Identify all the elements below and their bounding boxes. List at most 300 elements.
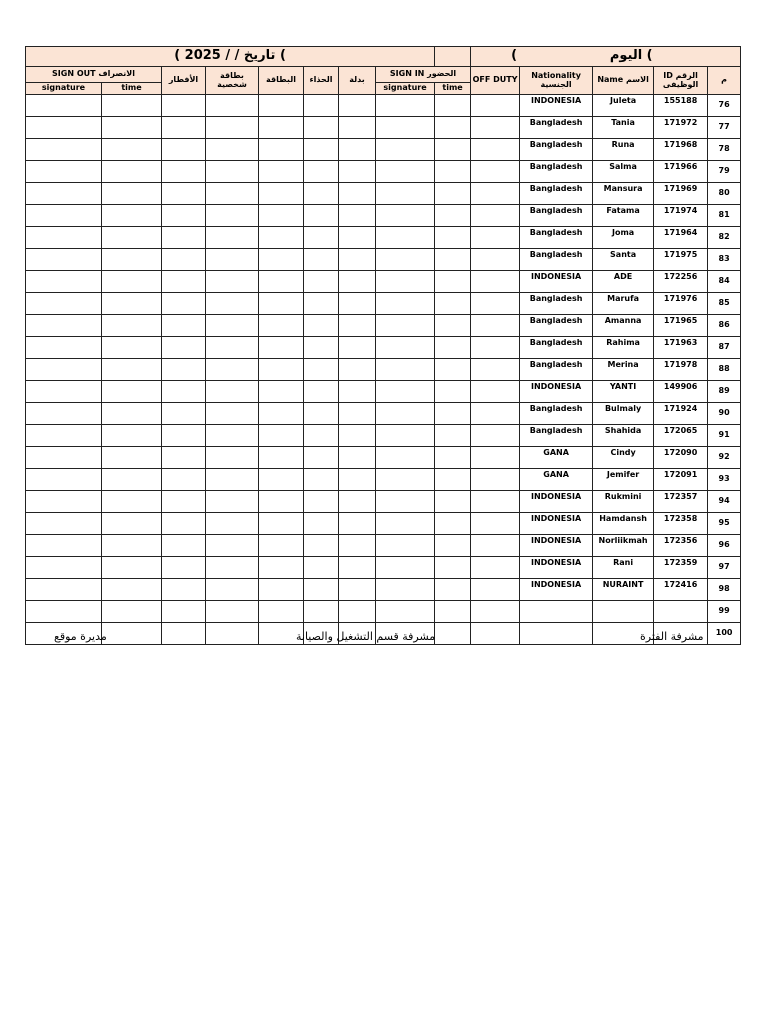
off-duty-cell[interactable]: [471, 205, 520, 227]
off-duty-cell[interactable]: [471, 557, 520, 579]
signin-time-cell[interactable]: [435, 601, 471, 623]
table-row: [26, 513, 741, 535]
signin-signature-cell[interactable]: [376, 249, 435, 271]
signin-signature-cell[interactable]: [376, 95, 435, 117]
signin-signature-cell[interactable]: [376, 183, 435, 205]
serial-cell: 76: [708, 95, 741, 117]
signin-signature-cell[interactable]: [376, 425, 435, 447]
card-cell[interactable]: [259, 95, 304, 117]
breakfast-cell[interactable]: [162, 337, 206, 359]
signout-signature-cell[interactable]: [26, 513, 102, 535]
signout-signature-cell[interactable]: [26, 579, 102, 601]
breakfast-cell[interactable]: [162, 117, 206, 139]
id-card-cell[interactable]: [206, 601, 259, 623]
signout-time-cell[interactable]: [102, 227, 162, 249]
signout-time-cell[interactable]: [102, 623, 162, 645]
nationality-cell: INDONESIA: [520, 535, 593, 557]
off-duty-cell[interactable]: [471, 161, 520, 183]
card-cell[interactable]: [259, 271, 304, 293]
shoes-cell[interactable]: [304, 315, 339, 337]
signout-time-cell[interactable]: [102, 359, 162, 381]
shoes-cell[interactable]: [304, 469, 339, 491]
name-cell: Bulmaly: [593, 403, 654, 425]
name-cell: Merina: [593, 359, 654, 381]
signin-time-cell[interactable]: [435, 469, 471, 491]
uniform-cell[interactable]: [339, 95, 376, 117]
table-row: [26, 205, 741, 227]
off-duty-cell[interactable]: [471, 601, 520, 623]
off-duty-cell[interactable]: [471, 403, 520, 425]
off-duty-cell[interactable]: [471, 447, 520, 469]
signout-signature-cell[interactable]: [26, 601, 102, 623]
breakfast-cell[interactable]: [162, 425, 206, 447]
table-row: [26, 403, 741, 425]
breakfast-cell[interactable]: [162, 623, 206, 645]
shoes-cell[interactable]: [304, 95, 339, 117]
card-cell[interactable]: [259, 601, 304, 623]
id-card-cell[interactable]: [206, 95, 259, 117]
uniform-cell[interactable]: [339, 513, 376, 535]
day-value: (: [511, 48, 518, 64]
name-cell: Runa: [593, 139, 654, 161]
uniform-cell[interactable]: [339, 381, 376, 403]
shoes-cell[interactable]: [304, 535, 339, 557]
breakfast-cell[interactable]: [162, 161, 206, 183]
card-cell[interactable]: [259, 139, 304, 161]
shoes-cell[interactable]: [304, 337, 339, 359]
signout-signature-cell[interactable]: [26, 205, 102, 227]
signin-time-cell[interactable]: [435, 95, 471, 117]
uniform-cell[interactable]: [339, 249, 376, 271]
signout-signature-cell[interactable]: [26, 315, 102, 337]
signin-time-cell[interactable]: [435, 491, 471, 513]
signin-time-cell[interactable]: [435, 535, 471, 557]
signin-time-cell[interactable]: [435, 513, 471, 535]
off-duty-cell[interactable]: [471, 425, 520, 447]
signout-time-cell[interactable]: [102, 183, 162, 205]
id-card-cell[interactable]: [206, 183, 259, 205]
breakfast-cell[interactable]: [162, 271, 206, 293]
signin-signature-cell[interactable]: [376, 403, 435, 425]
uniform-cell[interactable]: [339, 117, 376, 139]
signin-signature-cell[interactable]: [376, 139, 435, 161]
uniform-cell[interactable]: [339, 491, 376, 513]
id-card-cell[interactable]: [206, 227, 259, 249]
shoes-cell[interactable]: [304, 381, 339, 403]
uniform-cell[interactable]: [339, 161, 376, 183]
signout-time-cell[interactable]: [102, 315, 162, 337]
signout-signature-cell[interactable]: [26, 359, 102, 381]
signout-signature-header: signature: [26, 83, 102, 95]
table-row: [26, 447, 741, 469]
id-card-cell[interactable]: [206, 623, 259, 645]
id-cell: 172256: [654, 271, 708, 293]
breakfast-cell[interactable]: [162, 381, 206, 403]
uniform-cell[interactable]: [339, 447, 376, 469]
id-card-cell[interactable]: [206, 513, 259, 535]
shoes-cell[interactable]: [304, 293, 339, 315]
id-card-cell[interactable]: [206, 491, 259, 513]
table-row: [26, 227, 741, 249]
date-label: تاريخ (: [243, 48, 286, 64]
card-cell[interactable]: [259, 491, 304, 513]
id-card-cell[interactable]: [206, 579, 259, 601]
id-card-cell[interactable]: [206, 271, 259, 293]
id-cell: [654, 601, 708, 623]
signin-signature-cell[interactable]: [376, 469, 435, 491]
breakfast-cell[interactable]: [162, 469, 206, 491]
signout-time-cell[interactable]: [102, 579, 162, 601]
card-cell[interactable]: [259, 381, 304, 403]
signout-time-cell[interactable]: [102, 205, 162, 227]
signin-time-cell[interactable]: [435, 161, 471, 183]
signin-signature-cell[interactable]: [376, 315, 435, 337]
uniform-cell[interactable]: [339, 535, 376, 557]
signin-signature-cell[interactable]: [376, 161, 435, 183]
name-cell: NURAINT: [593, 579, 654, 601]
signin-signature-cell[interactable]: [376, 337, 435, 359]
id-card-cell[interactable]: [206, 381, 259, 403]
signout-signature-cell[interactable]: [26, 95, 102, 117]
uniform-cell[interactable]: [339, 601, 376, 623]
card-header: البطاقة: [259, 67, 304, 95]
signout-time-cell[interactable]: [102, 249, 162, 271]
signout-signature-cell[interactable]: [26, 491, 102, 513]
sign-in-header: SIGN IN الحضور: [376, 67, 471, 83]
nationality-cell: Bangladesh: [520, 425, 593, 447]
signin-time-cell[interactable]: [435, 403, 471, 425]
id-card-cell[interactable]: [206, 337, 259, 359]
shoes-cell[interactable]: [304, 359, 339, 381]
signin-time-cell[interactable]: [435, 381, 471, 403]
off-duty-cell[interactable]: [471, 469, 520, 491]
id-card-cell[interactable]: [206, 139, 259, 161]
signin-signature-cell[interactable]: [376, 447, 435, 469]
breakfast-cell[interactable]: [162, 601, 206, 623]
signout-time-cell[interactable]: [102, 557, 162, 579]
signin-time-cell[interactable]: [435, 623, 471, 645]
signout-time-cell[interactable]: [102, 601, 162, 623]
shoes-cell[interactable]: [304, 557, 339, 579]
signout-time-cell[interactable]: [102, 271, 162, 293]
name-cell: Joma: [593, 227, 654, 249]
signout-signature-cell[interactable]: [26, 425, 102, 447]
signout-time-header: time: [102, 83, 162, 95]
uniform-cell[interactable]: [339, 337, 376, 359]
uniform-cell[interactable]: [339, 293, 376, 315]
signin-time-cell[interactable]: [435, 447, 471, 469]
signout-signature-cell[interactable]: [26, 469, 102, 491]
id-card-cell[interactable]: [206, 293, 259, 315]
card-cell[interactable]: [259, 205, 304, 227]
signout-signature-cell[interactable]: [26, 557, 102, 579]
signin-time-cell[interactable]: [435, 227, 471, 249]
card-cell[interactable]: [259, 579, 304, 601]
id-card-cell[interactable]: [206, 535, 259, 557]
signin-signature-cell[interactable]: [376, 535, 435, 557]
shoes-cell[interactable]: [304, 183, 339, 205]
nationality-cell: [520, 623, 593, 645]
card-cell[interactable]: [259, 183, 304, 205]
shoes-cell[interactable]: [304, 205, 339, 227]
off-duty-cell[interactable]: [471, 183, 520, 205]
off-duty-cell[interactable]: [471, 227, 520, 249]
uniform-cell[interactable]: [339, 227, 376, 249]
off-duty-cell[interactable]: [471, 337, 520, 359]
day-label: اليوم (: [609, 48, 653, 64]
breakfast-cell[interactable]: [162, 535, 206, 557]
breakfast-cell[interactable]: [162, 139, 206, 161]
name-cell: Santa: [593, 249, 654, 271]
signout-signature-cell[interactable]: [26, 183, 102, 205]
card-cell[interactable]: [259, 227, 304, 249]
signin-signature-cell[interactable]: [376, 293, 435, 315]
signin-signature-cell[interactable]: [376, 117, 435, 139]
card-cell[interactable]: [259, 403, 304, 425]
signout-time-cell[interactable]: [102, 95, 162, 117]
shoes-cell[interactable]: [304, 491, 339, 513]
off-duty-cell[interactable]: [471, 535, 520, 557]
nationality-cell: Bangladesh: [520, 117, 593, 139]
card-cell[interactable]: [259, 161, 304, 183]
id-cell: 171975: [654, 249, 708, 271]
signin-signature-cell[interactable]: [376, 557, 435, 579]
id-card-cell[interactable]: [206, 315, 259, 337]
signin-signature-cell[interactable]: [376, 359, 435, 381]
table-row: [26, 249, 741, 271]
serial-cell: 95: [708, 513, 741, 535]
day-cell: [471, 47, 741, 67]
signout-signature-cell[interactable]: [26, 161, 102, 183]
signin-time-cell[interactable]: [435, 249, 471, 271]
table-row: [26, 601, 741, 623]
card-cell[interactable]: [259, 117, 304, 139]
name-cell: Shahida: [593, 425, 654, 447]
id-card-cell[interactable]: [206, 557, 259, 579]
id-cell: 171966: [654, 161, 708, 183]
id-card-cell[interactable]: [206, 469, 259, 491]
sign-out-header: SIGN OUT الانصراف: [26, 67, 162, 83]
signout-signature-cell[interactable]: [26, 271, 102, 293]
id-card-cell[interactable]: [206, 359, 259, 381]
card-cell[interactable]: [259, 425, 304, 447]
breakfast-cell[interactable]: [162, 359, 206, 381]
id-card-cell[interactable]: [206, 205, 259, 227]
breakfast-cell[interactable]: [162, 95, 206, 117]
off-duty-cell[interactable]: [471, 139, 520, 161]
breakfast-cell[interactable]: [162, 557, 206, 579]
signin-time-cell[interactable]: [435, 337, 471, 359]
off-duty-cell[interactable]: [471, 117, 520, 139]
card-cell[interactable]: [259, 535, 304, 557]
name-cell: Hamdansh: [593, 513, 654, 535]
off-duty-cell[interactable]: [471, 579, 520, 601]
card-cell[interactable]: [259, 315, 304, 337]
id-card-cell[interactable]: [206, 447, 259, 469]
card-cell[interactable]: [259, 513, 304, 535]
signin-signature-cell[interactable]: [376, 491, 435, 513]
signout-time-cell[interactable]: [102, 139, 162, 161]
signout-time-cell[interactable]: [102, 293, 162, 315]
signin-time-cell[interactable]: [435, 183, 471, 205]
signout-time-cell[interactable]: [102, 117, 162, 139]
uniform-cell[interactable]: [339, 469, 376, 491]
shoes-cell[interactable]: [304, 601, 339, 623]
breakfast-cell[interactable]: [162, 579, 206, 601]
signin-time-cell[interactable]: [435, 271, 471, 293]
serial-cell: 97: [708, 557, 741, 579]
breakfast-cell[interactable]: [162, 315, 206, 337]
shoes-cell[interactable]: [304, 579, 339, 601]
signin-time-cell[interactable]: [435, 359, 471, 381]
uniform-cell[interactable]: [339, 139, 376, 161]
id-card-cell[interactable]: [206, 117, 259, 139]
table-row: [26, 381, 741, 403]
breakfast-cell[interactable]: [162, 447, 206, 469]
serial-cell: 77: [708, 117, 741, 139]
signin-time-cell[interactable]: [435, 139, 471, 161]
off-duty-cell[interactable]: [471, 359, 520, 381]
signin-time-cell[interactable]: [435, 315, 471, 337]
serial-cell: 88: [708, 359, 741, 381]
signout-signature-cell[interactable]: [26, 403, 102, 425]
uniform-cell[interactable]: [339, 205, 376, 227]
breakfast-cell[interactable]: [162, 293, 206, 315]
shoes-cell[interactable]: [304, 161, 339, 183]
signout-signature-cell[interactable]: [26, 227, 102, 249]
off-duty-cell[interactable]: [471, 271, 520, 293]
breakfast-cell[interactable]: [162, 183, 206, 205]
id-card-cell[interactable]: [206, 425, 259, 447]
signin-signature-cell[interactable]: [376, 381, 435, 403]
serial-cell: 78: [708, 139, 741, 161]
shoes-cell[interactable]: [304, 425, 339, 447]
off-duty-cell[interactable]: [471, 381, 520, 403]
uniform-cell[interactable]: [339, 557, 376, 579]
breakfast-cell[interactable]: [162, 491, 206, 513]
signout-time-cell[interactable]: [102, 469, 162, 491]
serial-cell: 100: [708, 623, 741, 645]
signout-signature-cell[interactable]: [26, 447, 102, 469]
name-cell: Fatama: [593, 205, 654, 227]
shoes-cell[interactable]: [304, 513, 339, 535]
id-cell: 172359: [654, 557, 708, 579]
signout-time-cell[interactable]: [102, 337, 162, 359]
signout-time-cell[interactable]: [102, 491, 162, 513]
breakfast-cell[interactable]: [162, 513, 206, 535]
breakfast-cell[interactable]: [162, 403, 206, 425]
table-row: [26, 139, 741, 161]
signout-time-cell[interactable]: [102, 425, 162, 447]
signin-time-cell[interactable]: [435, 293, 471, 315]
card-cell[interactable]: [259, 469, 304, 491]
breakfast-cell[interactable]: [162, 227, 206, 249]
uniform-cell[interactable]: [339, 425, 376, 447]
off-duty-cell[interactable]: [471, 491, 520, 513]
signout-signature-cell[interactable]: [26, 293, 102, 315]
signin-time-cell[interactable]: [435, 205, 471, 227]
nationality-cell: INDONESIA: [520, 579, 593, 601]
signout-signature-cell[interactable]: [26, 535, 102, 557]
off-duty-cell[interactable]: [471, 293, 520, 315]
off-duty-cell[interactable]: [471, 95, 520, 117]
signout-signature-cell[interactable]: [26, 249, 102, 271]
signout-signature-cell[interactable]: [26, 337, 102, 359]
shoes-cell[interactable]: [304, 403, 339, 425]
card-cell[interactable]: [259, 337, 304, 359]
uniform-cell[interactable]: [339, 271, 376, 293]
id-card-cell[interactable]: [206, 249, 259, 271]
uniform-cell[interactable]: [339, 359, 376, 381]
id-cell: 172356: [654, 535, 708, 557]
id-card-cell[interactable]: [206, 161, 259, 183]
signout-time-cell[interactable]: [102, 381, 162, 403]
nationality-cell: Bangladesh: [520, 293, 593, 315]
off-duty-cell[interactable]: [471, 315, 520, 337]
shoes-cell[interactable]: [304, 447, 339, 469]
id-card-cell[interactable]: [206, 403, 259, 425]
signin-time-cell[interactable]: [435, 117, 471, 139]
off-duty-cell[interactable]: [471, 249, 520, 271]
nationality-cell: INDONESIA: [520, 381, 593, 403]
signin-time-header: time: [435, 83, 471, 95]
uniform-cell[interactable]: [339, 579, 376, 601]
signout-time-cell[interactable]: [102, 447, 162, 469]
signout-signature-cell[interactable]: [26, 381, 102, 403]
card-cell[interactable]: [259, 249, 304, 271]
card-cell[interactable]: [259, 293, 304, 315]
signin-signature-cell[interactable]: [376, 579, 435, 601]
shoes-cell[interactable]: [304, 249, 339, 271]
signin-time-cell[interactable]: [435, 557, 471, 579]
off-duty-cell[interactable]: [471, 513, 520, 535]
off-duty-cell[interactable]: [471, 623, 520, 645]
signout-time-cell[interactable]: [102, 513, 162, 535]
signin-signature-cell[interactable]: [376, 205, 435, 227]
uniform-cell[interactable]: [339, 403, 376, 425]
signout-time-cell[interactable]: [102, 161, 162, 183]
shoes-cell[interactable]: [304, 227, 339, 249]
signin-signature-cell[interactable]: [376, 601, 435, 623]
shoes-cell[interactable]: [304, 139, 339, 161]
uniform-cell[interactable]: [339, 183, 376, 205]
uniform-cell[interactable]: [339, 315, 376, 337]
shoes-cell[interactable]: [304, 117, 339, 139]
signin-time-cell[interactable]: [435, 579, 471, 601]
signin-signature-cell[interactable]: [376, 227, 435, 249]
card-cell[interactable]: [259, 447, 304, 469]
shoes-header: الحذاء: [304, 67, 339, 95]
breakfast-cell[interactable]: [162, 249, 206, 271]
id-cell: 149906: [654, 381, 708, 403]
shoes-cell[interactable]: [304, 271, 339, 293]
signout-signature-cell[interactable]: [26, 139, 102, 161]
signout-signature-cell[interactable]: [26, 117, 102, 139]
site-manager-label: مديرة موقع: [54, 630, 107, 643]
signin-signature-cell[interactable]: [376, 513, 435, 535]
id-cell: 171969: [654, 183, 708, 205]
card-cell[interactable]: [259, 557, 304, 579]
signout-time-cell[interactable]: [102, 535, 162, 557]
breakfast-cell[interactable]: [162, 205, 206, 227]
table-row: [26, 271, 741, 293]
signin-signature-cell[interactable]: [376, 271, 435, 293]
signin-time-cell[interactable]: [435, 425, 471, 447]
nationality-cell: Bangladesh: [520, 227, 593, 249]
card-cell[interactable]: [259, 359, 304, 381]
signout-time-cell[interactable]: [102, 403, 162, 425]
name-cell: Juleta: [593, 95, 654, 117]
